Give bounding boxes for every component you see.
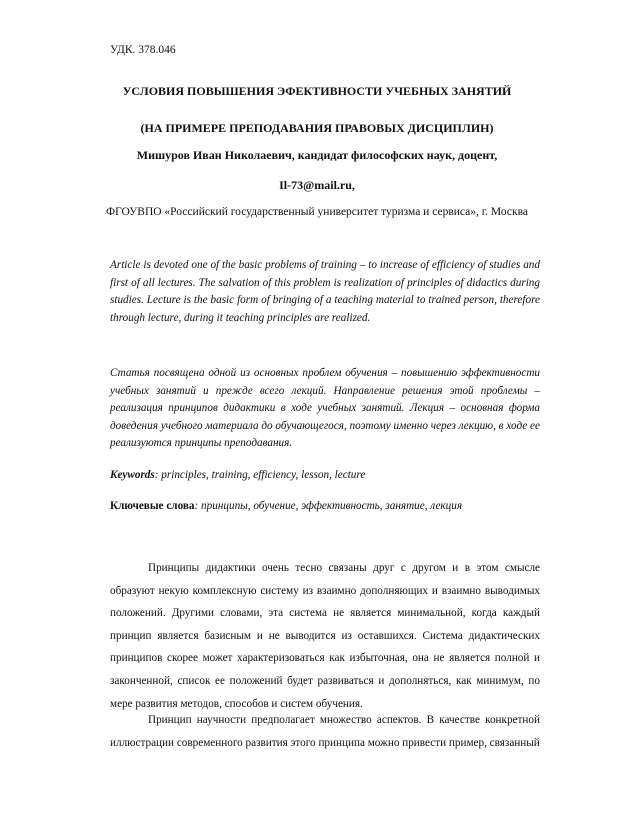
abstract-russian: Статья посвящена одной из основных проблем обучения – повышению эффективности учебных занятий и прежде всего лекций. Направление решения этой проблемы – реализация принципов дидактики в ходе учебных занятий. Лекция – основная форма доведения учебного материала до обучающегося, поэтому именно через лекцию, в ходе ее реализуются принципы преподавания. [110,367,540,449]
udk-code: УДК. 378.046 [110,44,176,56]
body-paragraph-1: Принципы дидактики очень тесно связаны друг с другом и в этом смысле образуют некую комплексную систему из взаимно дополняющих и взаимно выводимых положений. Другими словами, эта система не является минимальной, когда каждый принцип является базисным и не выводится из оставшихся. Система дидактических принципов скорее может характеризоваться как избыточная, она не является полной и законченной, список ее положений будет развиваться и дополняться, как минимум, по мере развития методов, способов и систем обучения. [110,562,540,710]
keywords-russian [110,500,462,512]
keywords-russian-label: Ключевые слова [110,500,195,512]
author-email: Il-73@mail.ru, [279,178,355,192]
keywords-english [110,469,365,481]
article-title-line2: (НА ПРИМЕРЕ ПРЕПОДАВАНИЯ ПРАВОВЫХ ДИСЦИПЛИН) [140,121,494,135]
body-paragraph-2: Принцип научности предполагает множество аспектов. В качестве конкретной иллюстрации современного развития этого принципа можно привести пример, связанный [110,714,540,749]
keywords-english-values: : principles, training, efficiency, lesson, lecture [154,469,366,481]
affiliation: ФГОУВПО «Российский государственный университет туризма и сервиса», г. Москва [106,206,528,218]
author-line: Мишуров Иван Николаевич, кандидат философских наук, доцент, [136,148,498,162]
keywords-russian-values: : принципы, обучение, эффективность, занятие, лекция [194,500,463,512]
keywords-english-label: Keywords [110,469,155,481]
abstract-english: Article is devoted one of the basic problems of training – to increase of efficiency of studies and first of all lectures. The salvation of this problem is realization of principles of didactics during studies. Lecture is the basic form of bringing of a teaching material to trained person, therefore through lecture, during it teaching principles are realized. [110,259,540,324]
article-title-line1: УСЛОВИЯ ПОВЫШЕНИЯ ЭФЕКТИВНОСТИ УЧЕБНЫХ ЗАНЯТИЙ [122,84,512,98]
